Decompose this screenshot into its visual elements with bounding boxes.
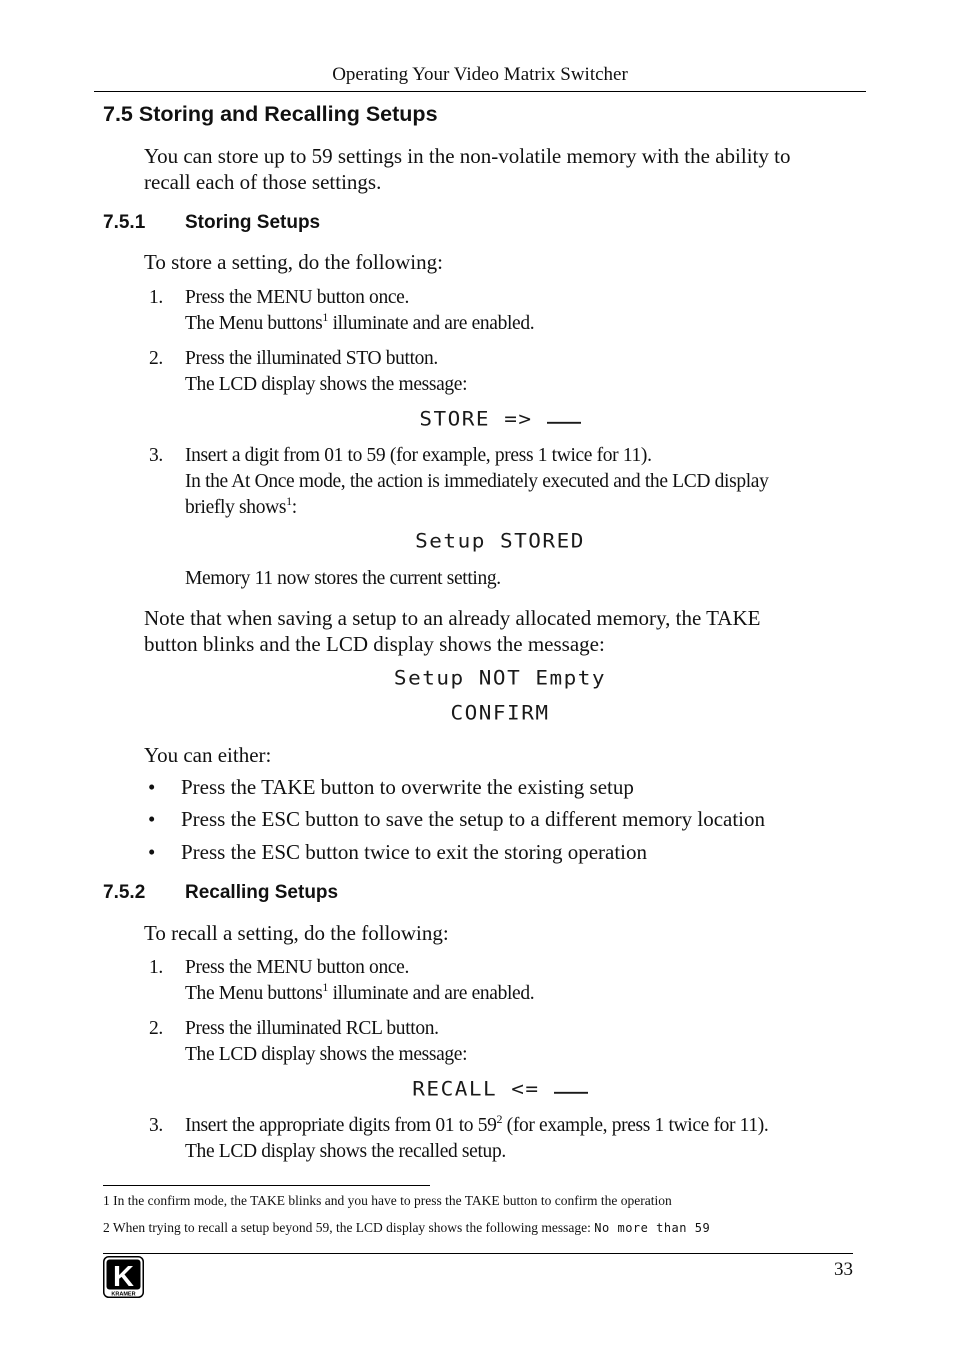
step-line: Press the MENU button once.: [185, 287, 409, 308]
recalling-step-3: [149, 1113, 864, 1165]
kramer-logo: [103, 1256, 144, 1298]
lcd-message-store: STORE =>: [144, 408, 856, 431]
lcd-message-recall: RECALL <=: [144, 1078, 856, 1101]
section-number: 7.5: [103, 102, 133, 126]
step-line: The LCD display shows the message:: [185, 374, 468, 395]
bullet-dot: •: [148, 840, 156, 864]
recalling-step-2: [149, 1016, 864, 1068]
storing-lead: To store a setting, do the following:: [144, 250, 443, 274]
section-title: Storing and Recalling Setups: [138, 102, 438, 126]
footnote-1: 1 In the confirm mode, the TAKE blinks and you have to press the TAKE button to confirm the operation: [103, 1193, 672, 1208]
step-line: Insert the appropriate digits from 01 to $59^2$ (for example, press 1 twice for 11).: [185, 1111, 769, 1136]
lcd-cursor-placeholder: [547, 422, 581, 424]
footnote-ref: 1: [286, 493, 292, 508]
header-rule: [94, 91, 866, 92]
step-line: briefly shows$^1$:: [185, 493, 297, 518]
step-line: In the At Once mode, the action is immediately executed and the LCD display: [185, 471, 769, 492]
storing-step-2: [149, 346, 864, 398]
footnote-ref: 1: [322, 309, 329, 324]
step-number: 1.: [149, 957, 163, 978]
footer-rule: [103, 1253, 853, 1254]
footnote-ref: 1: [322, 979, 329, 994]
running-header: Operating Your Video Matrix Switcher: [332, 64, 628, 85]
step-number: 2.: [149, 348, 163, 369]
bullet-item: • Press the ESC button to save the setup to a different memory location: [148, 807, 766, 831]
lcd-message-stored: Setup STORED: [415, 529, 585, 553]
step-line: Press the illuminated RCL button.: [185, 1018, 439, 1039]
allocated-memory-note: [144, 605, 856, 657]
note-line-1: Note that when saving a setup to an already allocated memory, the TAKE: [144, 606, 761, 630]
step-line: Insert a digit from 01 to 59 (for example, press 1 twice for 11).: [185, 445, 652, 466]
logo-letter: K: [113, 1261, 134, 1293]
recalling-lead: To recall a setting, do the following:: [144, 921, 449, 945]
storing-step-1: [149, 285, 864, 337]
bullet-item: • Press the ESC button twice to exit the storing operation: [148, 840, 648, 864]
note-line-2: button blinks and the LCD display shows the message:: [144, 632, 605, 656]
step-line: Press the illuminated STO button.: [185, 348, 438, 369]
bullet-dot: •: [148, 807, 156, 831]
lcd-message-not-empty: Setup NOT Empty: [393, 666, 607, 690]
section-intro-line-2: recall each of those settings.: [144, 170, 382, 194]
bullet-dot: •: [148, 775, 156, 799]
kramer-logo-icon: [103, 1256, 144, 1298]
lcd-message-confirm: CONFIRM: [450, 701, 550, 725]
step-line: The Menu buttons$^1$ illuminate and are enabled.: [185, 979, 535, 1004]
step-number: 3.: [149, 445, 163, 466]
step-number: 2.: [149, 1018, 163, 1039]
step-line: The LCD display shows the recalled setup.: [185, 1141, 506, 1162]
recalling-step-1: [149, 955, 864, 1007]
step-number: 1.: [149, 287, 163, 308]
footnote-lcd-text: No more than 59: [594, 1221, 711, 1235]
section-intro: [144, 143, 856, 195]
bullet-item: • Press the TAKE button to overwrite the existing setup: [148, 775, 634, 799]
footnote-2: 2 When trying to recall a setup beyond 59, the LCD display shows the following message: No more than 59: [103, 1220, 711, 1235]
footnote-rule: [103, 1185, 430, 1186]
memory-note: Memory 11 now stores the current setting.: [185, 568, 501, 589]
storing-step-3: [149, 443, 864, 521]
section-heading: [103, 102, 438, 127]
step-line: The Menu buttons$^1$ illuminate and are enabled.: [185, 309, 535, 334]
page-number: 33: [834, 1259, 853, 1280]
subsection-heading-recalling: [103, 882, 338, 904]
subsection-heading-storing: [103, 212, 320, 234]
step-line: Press the MENU button once.: [185, 957, 409, 978]
section-intro-line-1: You can store up to 59 settings in the non-volatile memory with the ability to: [144, 144, 791, 168]
subsection-number: 7.5.1: [103, 212, 146, 233]
subsection-number: 7.5.2: [103, 882, 146, 903]
subsection-title: Recalling Setups: [185, 882, 339, 903]
step-line: The LCD display shows the message:: [185, 1044, 468, 1065]
logo-wordmark: KRAMER: [111, 1291, 136, 1298]
footnote-ref: 2: [496, 1111, 503, 1126]
lcd-cursor-placeholder: [554, 1092, 588, 1094]
step-number: 3.: [149, 1115, 163, 1136]
subsection-title: Storing Setups: [185, 212, 321, 233]
options-lead: You can either:: [144, 743, 272, 767]
